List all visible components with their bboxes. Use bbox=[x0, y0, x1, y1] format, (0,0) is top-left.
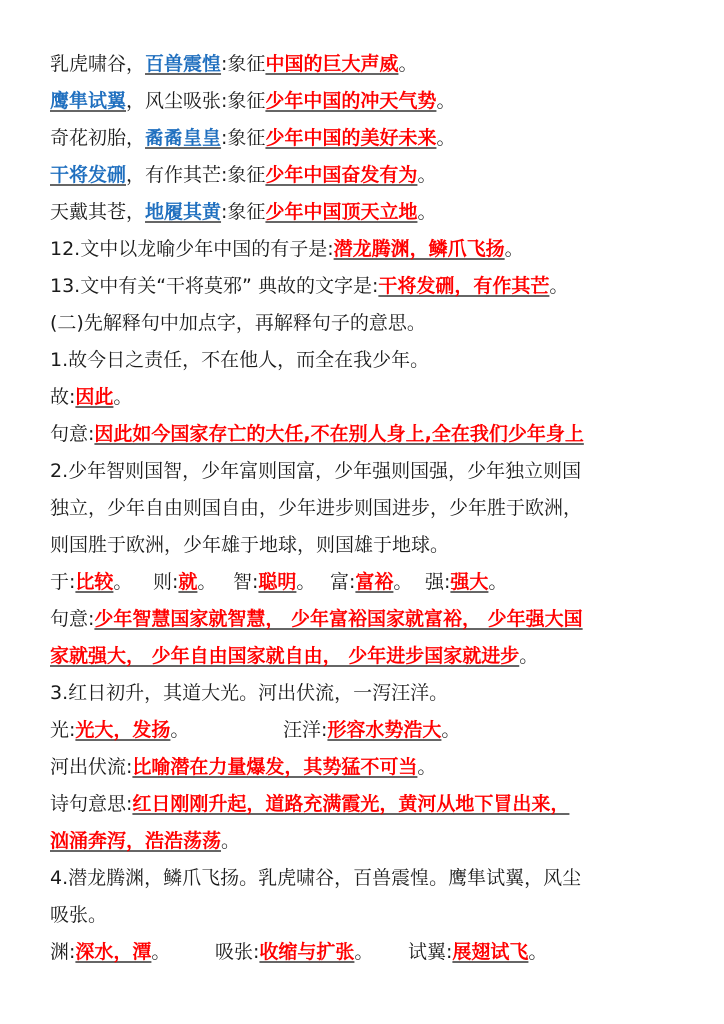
text-group bbox=[50, 490, 582, 527]
answer-text: 富裕 bbox=[355, 571, 394, 593]
body-text: ，风尘吸张:象征 bbox=[126, 90, 266, 112]
answer-text: 少年中国的美好未来 bbox=[265, 127, 437, 149]
body-text: 。 bbox=[393, 571, 413, 593]
body-text: 河出伏流: bbox=[50, 756, 133, 778]
text-line bbox=[50, 527, 690, 564]
body-text: 。 bbox=[221, 830, 241, 852]
body-text: 。 bbox=[549, 275, 569, 297]
body-text: 。 bbox=[113, 386, 133, 408]
body-text: 。 bbox=[488, 571, 508, 593]
text-group bbox=[408, 934, 547, 971]
body-text: 吸张: bbox=[215, 941, 260, 963]
answer-text: 少年中国的冲天气势 bbox=[265, 90, 437, 112]
body-text: 12.文中以龙喻少年中国的有子是: bbox=[50, 238, 334, 260]
keyword-text: 鹰隼试翼 bbox=[50, 90, 127, 112]
text-line bbox=[50, 934, 690, 971]
body-text: 4.潜龙腾渊，鳞爪飞扬。乳虎啸谷，百兽震惶。鹰隼试翼，风尘 bbox=[50, 867, 582, 889]
keyword-text: 干将发硎 bbox=[50, 164, 127, 186]
text-group bbox=[50, 934, 170, 971]
text-group bbox=[215, 934, 373, 971]
body-text: 则: bbox=[153, 571, 179, 593]
body-text: 。 bbox=[170, 719, 190, 741]
body-text: (二)先解释句中加点字，再解释句子的意思。 bbox=[50, 312, 426, 334]
body-text: 奇花初胎， bbox=[50, 127, 146, 149]
body-text: 。 bbox=[398, 53, 418, 75]
body-text: 。 bbox=[436, 127, 456, 149]
text-line bbox=[50, 823, 690, 860]
body-text: 。 bbox=[528, 941, 548, 963]
text-group bbox=[425, 564, 507, 601]
text-group bbox=[50, 194, 436, 231]
body-text: :象征 bbox=[221, 201, 266, 223]
body-text: 智: bbox=[233, 571, 259, 593]
body-text: 。 bbox=[441, 719, 461, 741]
text-group bbox=[50, 305, 426, 342]
body-text: :象征 bbox=[221, 127, 266, 149]
answer-text: 汹涌奔泻，浩浩荡荡 bbox=[50, 830, 222, 852]
text-group bbox=[50, 860, 581, 897]
text-group bbox=[50, 601, 583, 638]
text-group bbox=[50, 675, 448, 712]
answer-text: 聪明 bbox=[258, 571, 297, 593]
body-text: 富: bbox=[330, 571, 356, 593]
text-line bbox=[50, 416, 690, 453]
text-line bbox=[50, 712, 690, 749]
text-line bbox=[50, 305, 690, 342]
answer-text: 比喻潜在力量爆发，其势猛不可当 bbox=[132, 756, 418, 778]
text-line bbox=[50, 231, 690, 268]
text-group bbox=[50, 83, 455, 120]
text-group bbox=[50, 120, 455, 157]
body-text: 独立，少年自由则国自由，少年进步则国进步，少年胜于欧洲， bbox=[50, 497, 583, 519]
body-text: :象征 bbox=[221, 53, 266, 75]
text-group bbox=[283, 712, 460, 749]
text-line bbox=[50, 342, 690, 379]
answer-text: 少年智慧国家就智慧， 少年富裕国家就富裕， 少年强大国 bbox=[94, 608, 583, 630]
text-line bbox=[50, 860, 690, 897]
text-group bbox=[233, 564, 315, 601]
text-line bbox=[50, 157, 690, 194]
answer-text: 少年中国顶天立地 bbox=[265, 201, 418, 223]
answer-text: 强大 bbox=[450, 571, 489, 593]
answer-text: 因此 bbox=[75, 386, 114, 408]
text-group bbox=[50, 231, 524, 268]
answer-text: 红日刚刚升起，道路充满霞光，黄河从地下冒出来， bbox=[132, 793, 570, 815]
body-text: 强: bbox=[425, 571, 451, 593]
body-text: 于: bbox=[50, 571, 76, 593]
body-text: ，有作其芒:象征 bbox=[126, 164, 266, 186]
text-group bbox=[50, 453, 581, 490]
text-group bbox=[50, 823, 240, 860]
text-group bbox=[50, 46, 417, 83]
text-line bbox=[50, 379, 690, 416]
body-text: 1.故今日之责任，不在他人，而全在我少年。 bbox=[50, 349, 430, 371]
text-group bbox=[153, 564, 216, 601]
body-text: 吸张。 bbox=[50, 904, 108, 926]
text-group bbox=[50, 379, 132, 416]
keyword-text: 地履其黄 bbox=[145, 201, 222, 223]
body-text: 诗句意思: bbox=[50, 793, 133, 815]
document-page bbox=[50, 46, 690, 971]
body-text: 天戴其苍， bbox=[50, 201, 146, 223]
body-text: 。 bbox=[197, 571, 217, 593]
text-group bbox=[50, 564, 132, 601]
answer-text: 形容水势浩大 bbox=[327, 719, 442, 741]
answer-text: 深水，潭 bbox=[75, 941, 152, 963]
answer-text: 中国的巨大声威 bbox=[265, 53, 399, 75]
answer-text: 就 bbox=[178, 571, 198, 593]
text-group bbox=[50, 157, 436, 194]
body-text: 。 bbox=[519, 645, 539, 667]
text-group bbox=[50, 749, 436, 786]
body-text: 渊: bbox=[50, 941, 76, 963]
text-line bbox=[50, 490, 690, 527]
body-text: 光: bbox=[50, 719, 76, 741]
body-text: 试翼: bbox=[408, 941, 453, 963]
keyword-text: 百兽震惶 bbox=[145, 53, 222, 75]
body-text: 句意: bbox=[50, 423, 95, 445]
text-group bbox=[50, 897, 107, 934]
answer-text: 光大，发扬 bbox=[75, 719, 171, 741]
body-text: 。 bbox=[436, 90, 456, 112]
body-text: 。 bbox=[296, 571, 316, 593]
text-group bbox=[50, 342, 429, 379]
text-group bbox=[330, 564, 412, 601]
body-text: 。 bbox=[417, 164, 437, 186]
text-line bbox=[50, 268, 690, 305]
body-text: 则国胜于欧洲，少年雄于地球，则国雄于地球。 bbox=[50, 534, 450, 556]
body-text: 汪洋: bbox=[283, 719, 328, 741]
answer-text: 潜龙腾渊，鳞爪飞扬 bbox=[333, 238, 505, 260]
answer-text: 比较 bbox=[75, 571, 114, 593]
answer-text: 干将发硎，有作其芒 bbox=[378, 275, 550, 297]
body-text: 3.红日初升，其道大光。河出伏流，一泻汪洋。 bbox=[50, 682, 449, 704]
answer-text: 因此如今国家存亡的大任,不在别人身上,全在我们少年身上 bbox=[94, 423, 584, 445]
body-text: 乳虎啸谷， bbox=[50, 53, 146, 75]
text-group bbox=[50, 712, 189, 749]
answer-text: 展翅试飞 bbox=[452, 941, 529, 963]
body-text: 。 bbox=[354, 941, 374, 963]
answer-text: 收缩与扩张 bbox=[259, 941, 355, 963]
text-line bbox=[50, 453, 690, 490]
text-line bbox=[50, 749, 690, 786]
text-group bbox=[50, 416, 584, 453]
text-line bbox=[50, 46, 690, 83]
body-text: 。 bbox=[417, 201, 437, 223]
text-line bbox=[50, 120, 690, 157]
body-text: 故: bbox=[50, 386, 76, 408]
text-line bbox=[50, 564, 690, 601]
body-text: 。 bbox=[504, 238, 524, 260]
body-text: 2.少年智则国智，少年富则国富，少年强则国强，少年独立则国 bbox=[50, 460, 582, 482]
text-group bbox=[50, 527, 449, 564]
body-text: 句意: bbox=[50, 608, 95, 630]
text-line bbox=[50, 786, 690, 823]
text-line bbox=[50, 601, 690, 638]
text-line bbox=[50, 83, 690, 120]
body-text: 。 bbox=[151, 941, 171, 963]
text-line bbox=[50, 897, 690, 934]
body-text: 。 bbox=[113, 571, 133, 593]
body-text: 13.文中有关“干将莫邪” 典故的文字是: bbox=[50, 275, 379, 297]
answer-text: 家就强大， 少年自由国家就自由， 少年进步国家就进步 bbox=[50, 645, 520, 667]
body-text: 。 bbox=[417, 756, 437, 778]
text-line bbox=[50, 638, 690, 675]
text-line bbox=[50, 194, 690, 231]
keyword-text: 矞矞皇皇 bbox=[145, 127, 222, 149]
text-group bbox=[50, 638, 538, 675]
text-group bbox=[50, 786, 569, 823]
text-group bbox=[50, 268, 568, 305]
answer-text: 少年中国奋发有为 bbox=[265, 164, 418, 186]
text-line bbox=[50, 675, 690, 712]
